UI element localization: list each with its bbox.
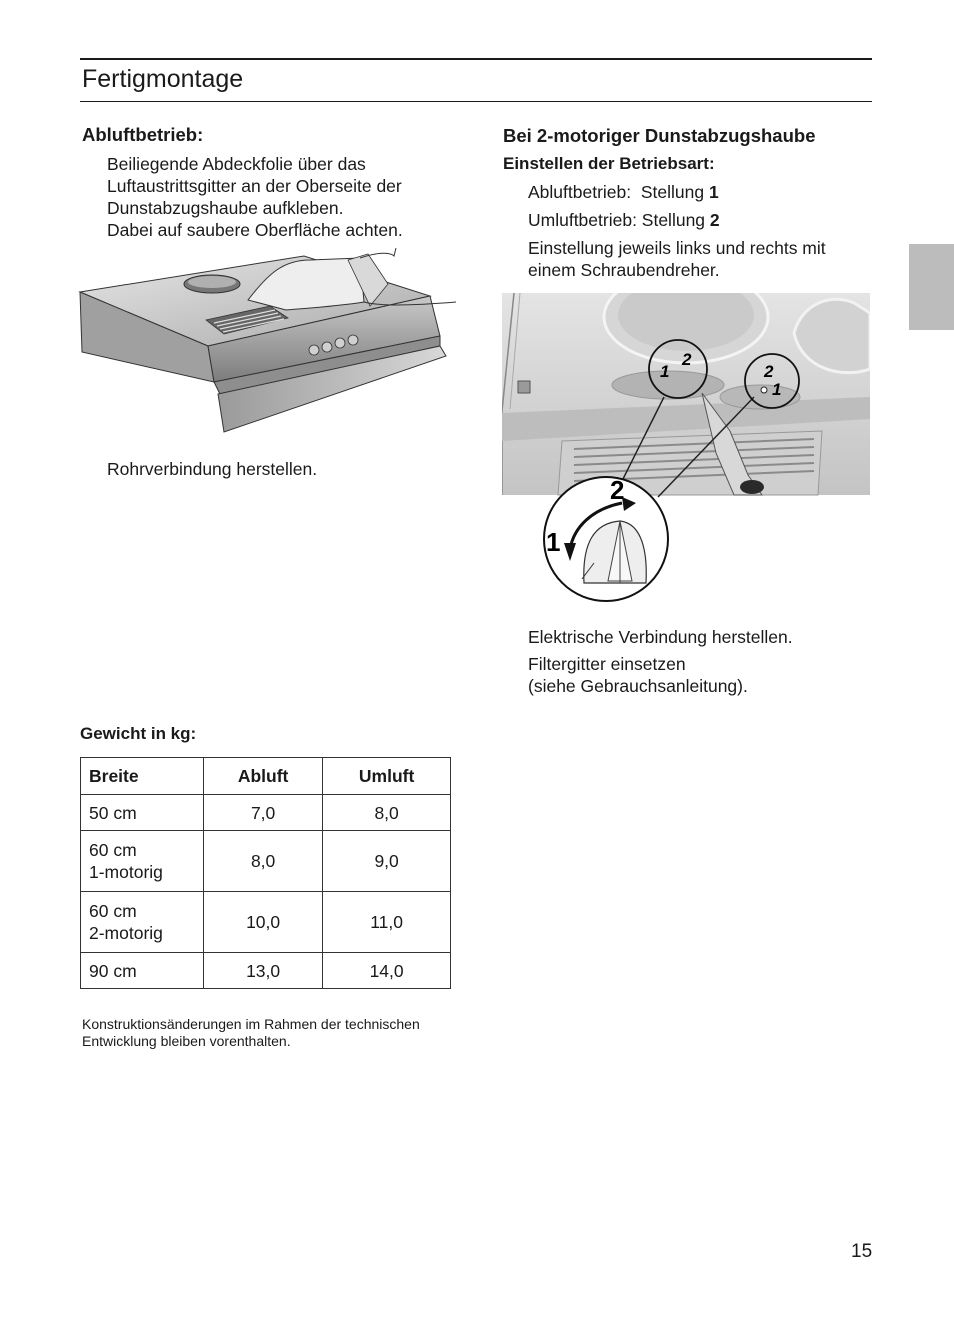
page-title: Fertigmontage: [82, 65, 244, 93]
width-line: 60 cm: [89, 840, 137, 860]
exhaust-weight-cell: 10,0: [204, 892, 323, 953]
column-header: Abluft: [204, 758, 323, 795]
right-circle-label-1: 1: [772, 380, 782, 399]
adjust-instructions: [528, 237, 826, 281]
electric-step: Elektrische Verbindung herstellen.: [528, 627, 793, 647]
instruction-line: Luftaustrittsgitter an der Oberseite der: [107, 176, 402, 196]
dial-label-2: 2: [610, 475, 625, 505]
recirc-weight-cell: 8,0: [323, 795, 451, 831]
width-line: 60 cm: [89, 901, 137, 921]
table-row: [81, 795, 451, 831]
recirc-weight-cell: 9,0: [323, 831, 451, 892]
table-row: [81, 953, 451, 989]
table-header-row: [81, 758, 451, 795]
filter-line: (siehe Gebrauchsanleitung).: [528, 676, 748, 696]
filter-step: [528, 653, 748, 697]
footnote-line: Entwicklung bleiben vorenthalten.: [82, 1033, 291, 1049]
left-circle-label-2: 2: [682, 350, 692, 369]
width-cell: [81, 831, 204, 892]
recirc-weight-cell: 14,0: [323, 953, 451, 989]
adjust-line: Einstellung jeweils links und rechts mit: [528, 238, 826, 258]
recirc-setting-label: Umluftbetrieb: Stellung: [528, 210, 710, 230]
exhaust-weight-cell: 13,0: [204, 953, 323, 989]
exhaust-weight-cell: 8,0: [204, 831, 323, 892]
exhaust-instructions: [107, 153, 403, 241]
width-cell: [81, 953, 204, 989]
width-line: 1-motorig: [89, 862, 163, 882]
width-line: 90 cm: [89, 960, 137, 981]
instruction-line: Dunstabzugshaube aufkleben.: [107, 198, 344, 218]
title-rule: [80, 101, 872, 102]
exhaust-setting-value: 1: [708, 182, 719, 202]
recirc-setting-value: 2: [709, 210, 720, 230]
adjust-line: einem Schraubendreher.: [528, 260, 720, 280]
dial-label-1: 1: [546, 527, 561, 557]
pipe-step: Rohrverbindung herstellen.: [107, 459, 318, 479]
footnote: [82, 1016, 420, 1050]
instruction-line: Dabei auf saubere Oberfläche achten.: [107, 220, 403, 240]
weights-table: [80, 757, 451, 989]
two-motor-heading: Bei 2-motoriger Dunstabzugshaube: [503, 125, 816, 146]
right-circle-label-2: 2: [764, 362, 774, 381]
width-line: 2-motorig: [89, 923, 163, 943]
column-header: Umluft: [323, 758, 451, 795]
table-row: [81, 831, 451, 892]
hood-illustration: [78, 244, 456, 439]
width-cell: [81, 892, 204, 953]
column-header: Breite: [81, 758, 204, 795]
left-circle-label-1: 1: [660, 362, 670, 381]
recirc-weight-cell: 11,0: [323, 892, 451, 953]
exhaust-setting-label: Abluftbetrieb: Stellung: [528, 182, 709, 202]
filter-line: Filtergitter einsetzen: [528, 654, 686, 674]
page-number: 15: [851, 1241, 873, 1262]
recirc-setting: [528, 209, 720, 231]
table-row: [81, 892, 451, 953]
width-cell: [81, 795, 204, 831]
exhaust-weight-cell: 7,0: [204, 795, 323, 831]
motor-setting-figure: [502, 293, 870, 605]
width-line: 50 cm: [89, 802, 137, 823]
section-tab: [909, 244, 954, 330]
exhaust-setting: [528, 181, 719, 203]
weights-heading: Gewicht in kg:: [80, 724, 197, 743]
exhaust-heading: Abluftbetrieb:: [82, 124, 204, 145]
instruction-line: Beiliegende Abdeckfolie über das: [107, 154, 366, 174]
mode-subheading: Einstellen der Betriebsart:: [503, 154, 715, 173]
footnote-line: Konstruktionsänderungen im Rahmen der technischen: [82, 1016, 420, 1032]
top-rule: [80, 58, 872, 60]
